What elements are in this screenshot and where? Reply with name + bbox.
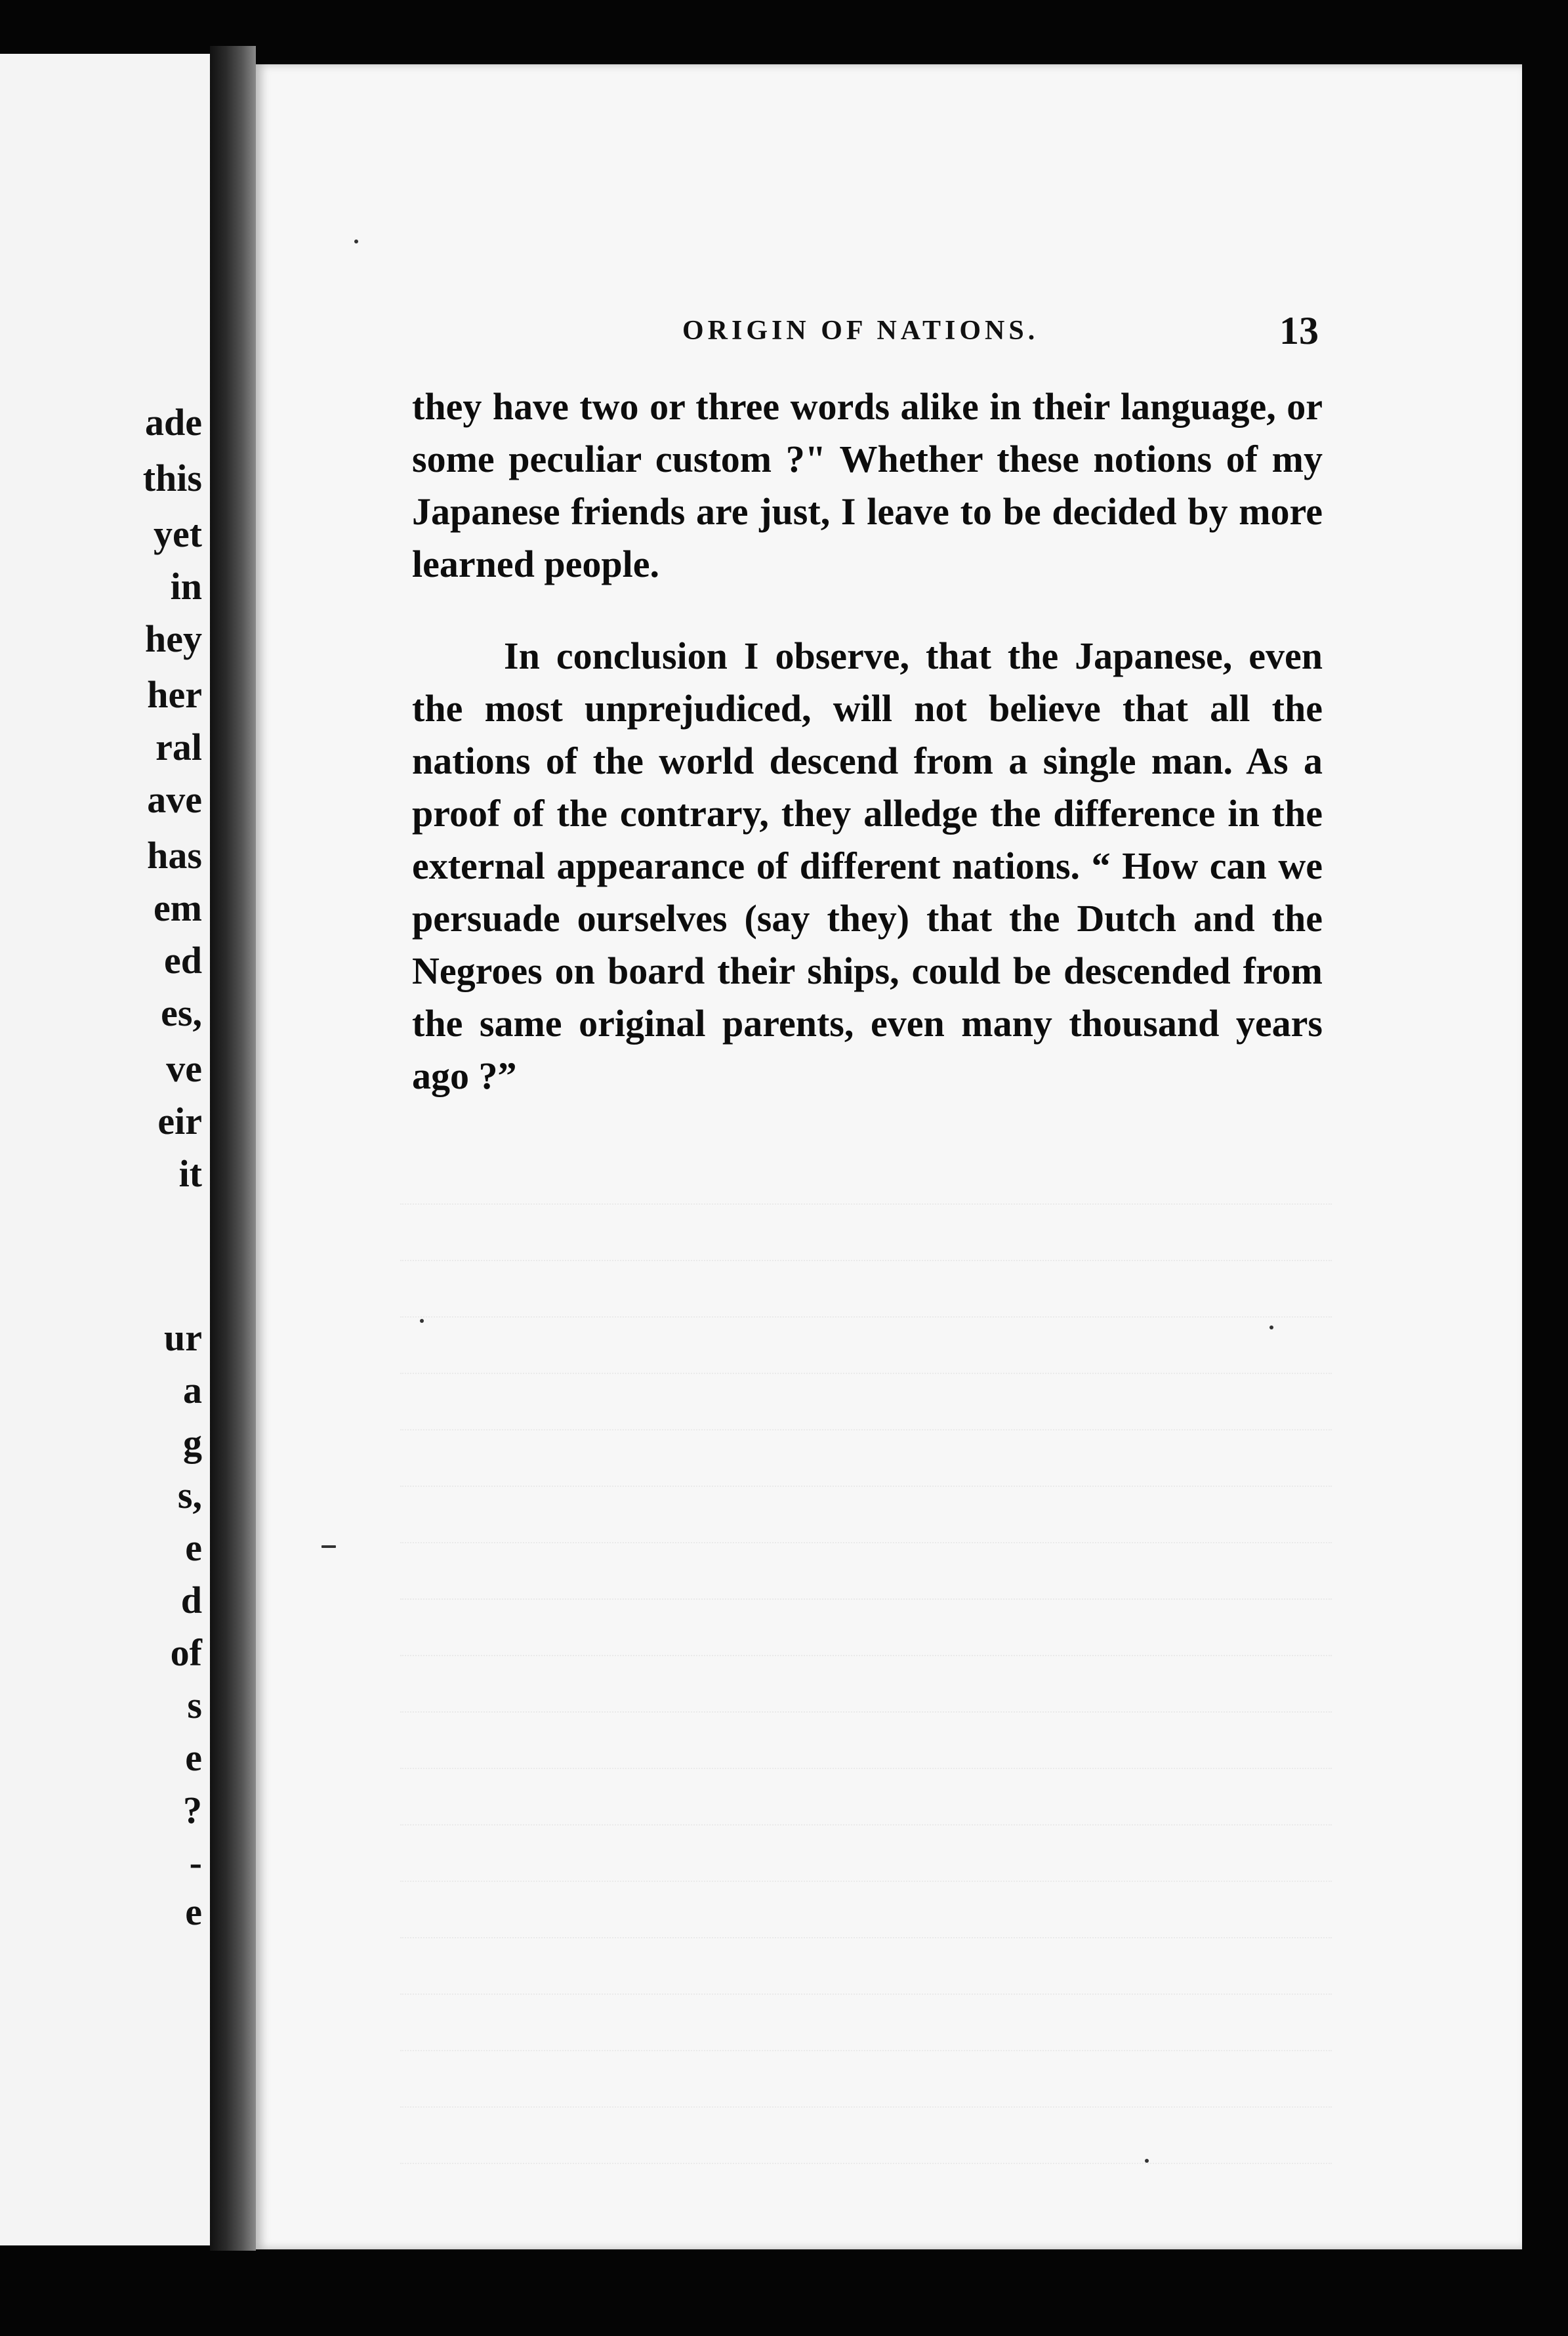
left-page-text-fragment: hey <box>145 617 202 660</box>
paragraph-2: In conclusion I observe, that the Japanese, even the most unprejudiced, will not believe that all the nations of the world descend from a single man. As a proof of the contrary, they alledge the difference in the external appearance of different nations. “ How can we persuade ourselves (say they) that the Dutch and the Negroes on board their ships, could be descended from the same original parents, even many thousand years ago ?” <box>412 635 1323 1097</box>
left-page-text-fragment: es, <box>161 991 202 1034</box>
left-page-text-fragment: her <box>147 673 202 716</box>
speck <box>1145 2159 1149 2163</box>
left-page-text-fragment: ral <box>155 726 202 768</box>
left-page-text-fragment: em <box>153 886 202 929</box>
left-page-text-fragment: has <box>147 834 202 877</box>
page-number: 13 <box>1279 309 1319 352</box>
left-page-text-fragment: d <box>180 1579 202 1621</box>
paragraph-1: they have two or three words alike in their language, or some peculiar custom ?" Whether these notions of my Japanese friends are just, I leave to be decided by more learned people. <box>412 385 1323 585</box>
speck <box>354 240 358 243</box>
speck <box>321 1545 336 1548</box>
left-page-text-fragment: g <box>183 1421 202 1464</box>
left-page-text-fragment: ? <box>183 1789 202 1831</box>
left-page-text-fragment: ur <box>164 1316 202 1359</box>
left-page-text-fragment: s, <box>177 1474 202 1516</box>
left-page-text-fragment: a <box>183 1369 202 1411</box>
body-text <box>412 381 1323 1102</box>
running-head: ORIGIN OF NATIONS. <box>682 316 1039 346</box>
left-page-text-fragment: e <box>185 1890 202 1933</box>
left-page-text-fragment: it <box>178 1152 202 1195</box>
left-page-text-fragment: eir <box>157 1100 202 1142</box>
left-page-text-fragment: - <box>189 1841 202 1884</box>
left-page-text-fragment: ve <box>166 1047 202 1090</box>
left-page-text-fragment: ade <box>145 401 202 444</box>
left-page-text-fragment: ave <box>147 778 202 821</box>
left-page-text-fragment: of <box>170 1631 202 1674</box>
left-page-text-fragment: ed <box>164 939 202 982</box>
left-page-text-fragment: s <box>187 1684 202 1726</box>
speck <box>420 1319 424 1323</box>
left-page-fragment <box>0 54 210 2245</box>
left-page-text-fragment: in <box>170 565 202 608</box>
book-gutter <box>210 46 256 2251</box>
speck <box>1269 1325 1273 1329</box>
left-page-text-fragment: this <box>142 457 202 499</box>
page-edge-shadow <box>1522 59 1568 2251</box>
left-page-text-fragment: e <box>185 1526 202 1569</box>
left-page-text-fragment: yet <box>153 512 202 555</box>
left-page-text-fragment: e <box>185 1736 202 1779</box>
